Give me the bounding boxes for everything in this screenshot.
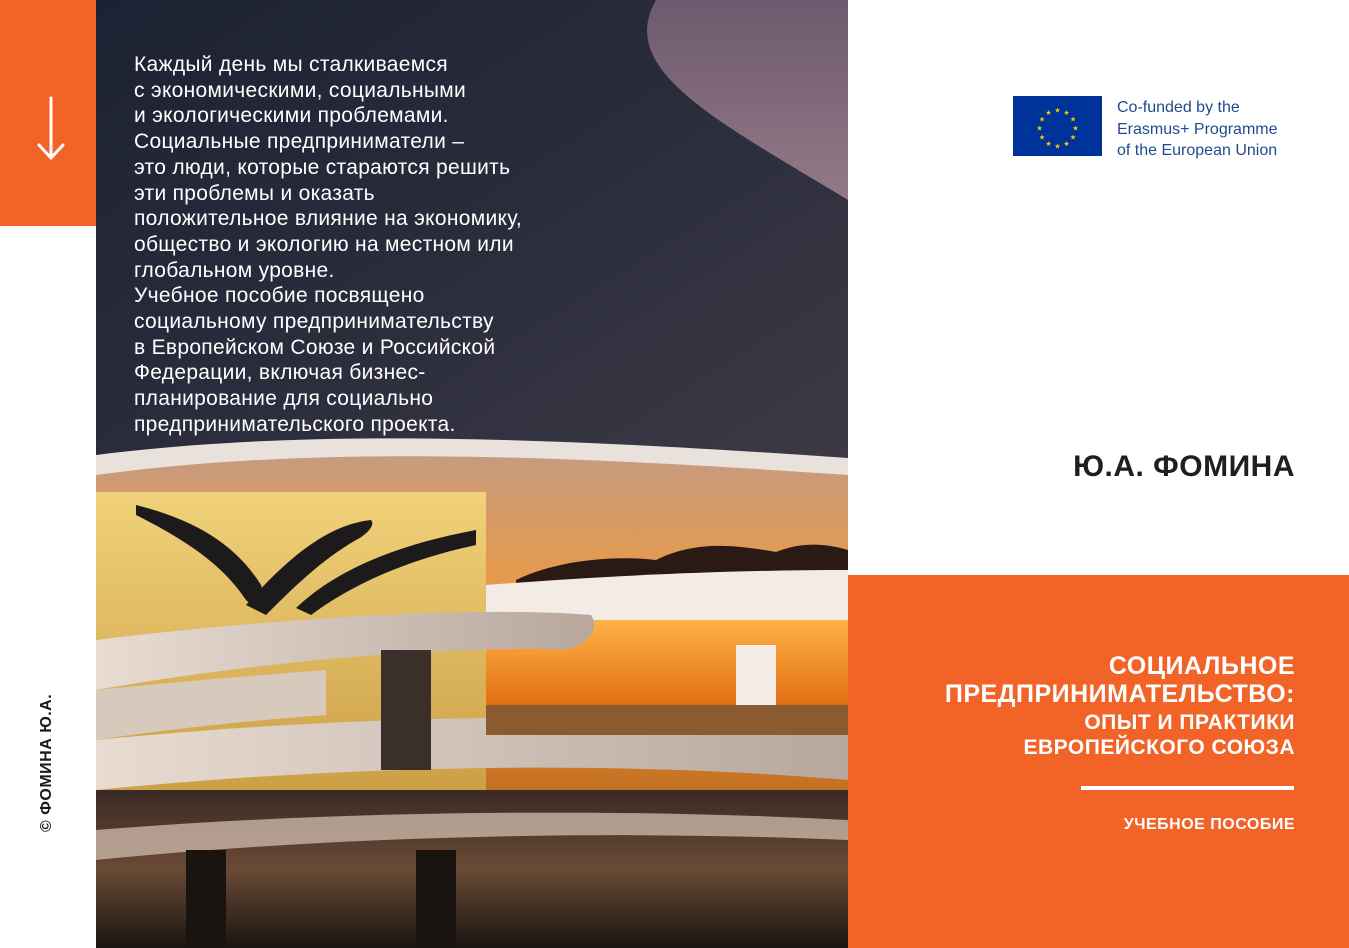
svg-text:★: ★ [1069, 133, 1077, 142]
svg-text:★: ★ [1054, 106, 1061, 115]
author-name: Ю.А. ФОМИНА [1073, 450, 1295, 483]
book-type: УЧЕБНОЕ ПОСОБИЕ [1123, 816, 1295, 833]
intro-paragraph [134, 52, 624, 438]
svg-text:★: ★ [1038, 133, 1046, 142]
title-divider [1081, 786, 1294, 790]
title-line: ОПЫТ И ПРАКТИКИ [1084, 711, 1295, 734]
blurb-line: общество и экологию на местном или [134, 232, 514, 256]
blurb-line: социальному предпринимательству [134, 310, 494, 334]
svg-text:★: ★ [1045, 140, 1052, 148]
blurb-line: глобальном уровне. [134, 258, 335, 282]
blurb-line: Каждый день мы сталкиваемся [134, 53, 448, 76]
orange-side-tab [0, 0, 96, 226]
copyright-notice: © ФОМИНА Ю.А. [38, 693, 55, 832]
svg-text:★: ★ [1063, 140, 1070, 148]
svg-text:★: ★ [1054, 142, 1061, 151]
blurb-line: Социальные предприниматели – [134, 130, 465, 154]
blurb-line: планирование для социально [134, 387, 434, 411]
book-title [945, 652, 1295, 760]
arrow-down-icon [34, 96, 68, 162]
eu-line: of the European Union [1117, 142, 1278, 159]
blurb-line: это люди, которые стараются решить [134, 155, 511, 179]
svg-text:★: ★ [1063, 109, 1070, 117]
blurb-line: и экологическими проблемами. [134, 104, 449, 128]
svg-text:★: ★ [1038, 115, 1046, 124]
blurb-line: Федерации, включая бизнес- [134, 361, 426, 385]
title-panel [848, 575, 1349, 948]
blurb-line: в Европейском Союзе и Российской [134, 335, 496, 359]
blurb-line: положительное влияние на экономику, [134, 207, 523, 231]
eu-cofunding-text [1117, 97, 1317, 162]
blurb-line: предпринимательского проекта. [134, 412, 456, 436]
svg-text:★: ★ [1072, 124, 1079, 133]
svg-text:★: ★ [1045, 109, 1052, 117]
blurb-line: эти проблемы и оказать [134, 181, 375, 205]
svg-text:★: ★ [1069, 115, 1077, 124]
blurb-line: Учебное пособие посвящено [134, 284, 425, 308]
title-line: ЕВРОПЕЙСКОГО СОЮЗА [1023, 736, 1295, 759]
eu-line: Co-funded by the [1117, 99, 1240, 116]
blurb-line: с экономическими, социальными [134, 78, 467, 102]
eu-line: Erasmus+ Programme [1117, 120, 1278, 138]
title-line: ПРЕДПРИНИМАТЕЛЬСТВО: [944, 680, 1295, 708]
svg-text:★: ★ [1036, 124, 1043, 133]
eu-flag-icon [1013, 96, 1102, 156]
title-line: СОЦИАЛЬНОЕ [1108, 652, 1295, 680]
